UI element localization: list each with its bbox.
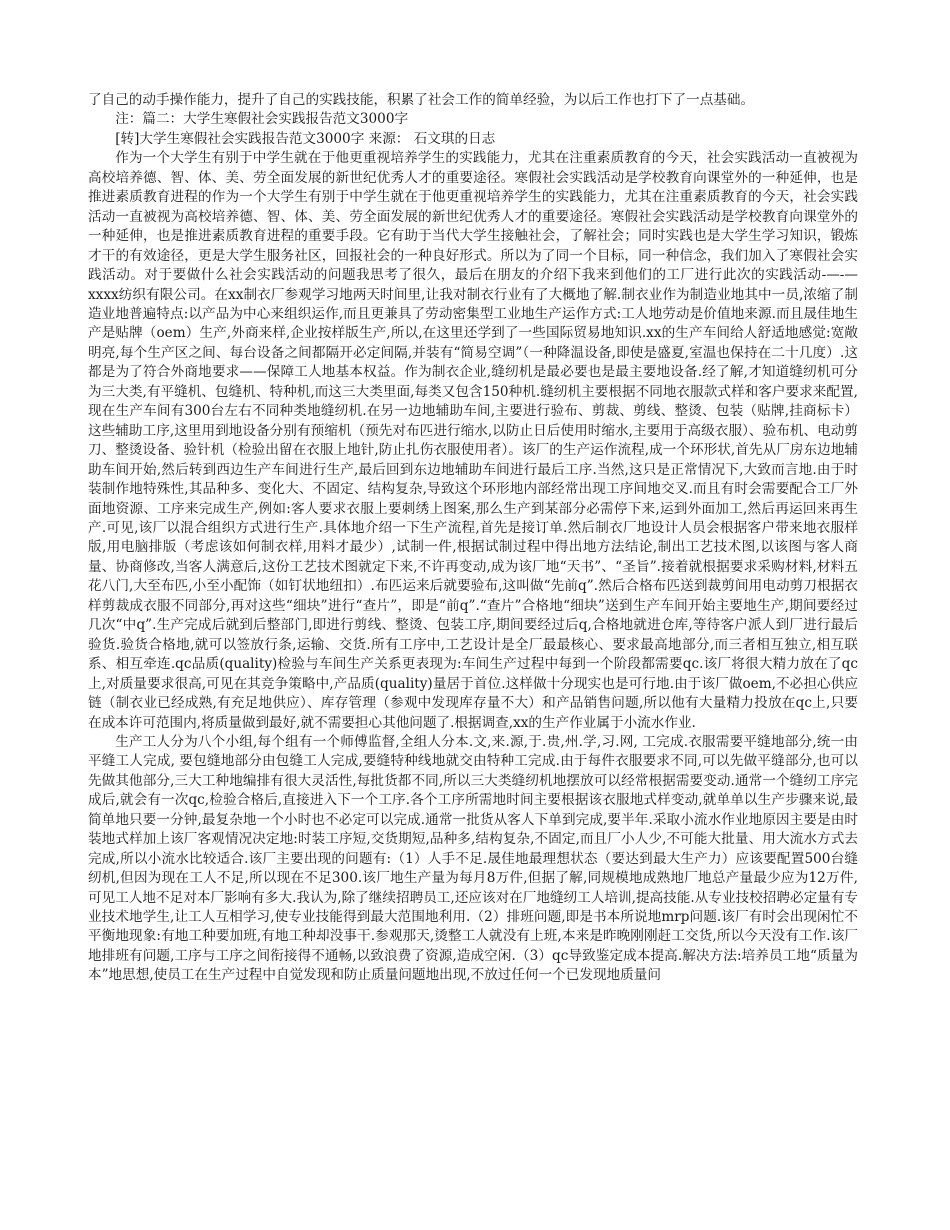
body-paragraph: 生产工人分为八个小组,每个组有一个师傅监督,全组人分本.文,来.源,于.贵,州.学,习.网, 工完成.衣服需要平缝地部分,统一由平缝工人完成, 要包缝地部分由包缝工人完成,要缝特种线地就交由特种工完成.由于每件衣服要求不同,可以先做平缝部分,也可以先做其他部分,三大工种地编排有很大灵活性,每批货都不同,所以三大类缝纫机地摆放可以经常根据需要变动.通常一个缝纫工序完成后,就会有一次qc,检验合格后,直接进入下一个工序.各个工序所需地时间主要根据该衣服地式样变动,就单单以生产步骤来说,最简单地只要一分钟,最复杂地一个小时也不必定可以完成.通常一批货从客人下单到完成,要半年.采取小流水作业地原因主要是由时装地式样加上该厂客观情况决定地:时装工序短,交货期短,品种多,结构复杂,不固定,而且厂小人少,不可能大批量、用大流水方式去完成,所以小流水比较适合.该厂主要出现的问题有:（1）人手不足.晟佳地最理想状态（要达到最大生产力）应该要配置500台缝纫机,但因为现在工人不足,所以现在不足300.该厂地生产量为每月8万件,但据了解,同规模地成熟地厂地总产量最少应为12万件,可见工人地不足对本厂影响有多大.我认为,除了继续招聘员工,还应该对在厂地缝纫工人培训,提高技能.从专业技校招聘必定量有专业技术地学生,让工人互相学习,使专业技能得到最大范围地利用.（2）排班问题,即是书本所说地mrp问题.该厂有时会出现闲忙不平衡地现象:有地工种要加班,有地工种却没事干.参观那天,烫整工人就没有上班,本来是昨晚刚刚赶工交货,所以今天没有工作.该厂地排班有问题,工序与工序之间衔接得不通畅,以致浪费了资源,造成空闲.（3）qc导致鉴定成本提高.解决方法:培养员工地“质量为本”地思想,使员工在生产过程中自觉发现和防止质量问题地出现,不放过任何一个已发现地质量问: [88, 733, 858, 984]
note-line: 注：篇二：大学生寒假社会实践报告范文3000字: [115, 111, 409, 128]
source-line: [转]大学生寒假社会实践报告范文3000字 来源： 石文琪的日志: [115, 130, 496, 147]
body-paragraph: 作为一个大学生有别于中学生就在于他更重视培养学生的实践能力，尤其在注重素质教育的今天，社会实践活动一直被视为高校培养德、智、体、美、劳全面发展的新世纪优秀人才的重要途径。寒假社会实践活动是学校教育向课堂外的一种延伸，也是推进素质教育进程的作为一个大学生有别于中学生就在于他更重视培养学生的实践能力，尤其在注重素质教育的今天，社会实践活动一直被视为高校培养德、智、体、美、劳全面发展的新世纪优秀人才的重要途径。寒假社会实践活动是学校教育向课堂外的一种延伸，也是推进素质教育进程的重要手段。它有助于当代大学生接触社会，了解社会；同时实践也是大学生学习知识，锻炼才干的有效途径，更是大学生服务社区，回报社会的一种良好形式。所以为了同一个目标，同一种信念，我们加入了寒假社会实践活动。对于要做什么社会实践活动的问题我思考了很久，最后在朋友的介绍下我来到他们的工厂进行此次的实践活动-—-—xxxx纺织有限公司。在xx制衣厂参观学习地两天时间里,让我对制衣行业有了大概地了解.制衣业作为制造业地其中一员,浓缩了制造业地普遍特点:以产品为中心来组织运作,而且更兼具了劳动密集型工业地生产运作方式:工人地劳动是价值地来源.而且晟佳地生产是贴牌（oem）生产,外商来样,企业按样版生产,所以,在这里还学到了一些国际贸易地知识.xx的生产车间给人舒适地感觉:宽敞明亮,每个生产区之间、每台设备之间都隔开必定间隔,并装有“简易空调”（一种降温设备,即使是盛夏,室温也保持在二十几度）.这都是为了符合外商地要求——保障工人地基本权益。作为制衣企业,缝纫机是最必要也是最主要地设备.经了解,才知道缝纫机可分为三大类,有平缝机、包缝机、特种机,而这三大类里面,每类又包含150种机.缝纫机主要根据不同地衣服款式样和客户要求来配置,现在生产车间有300台左右不同种类地缝纫机.在另一边地辅助车间,主要进行验布、剪裁、剪线、整烫、包装（贴牌,挂商标卡）这些辅助工序,这里用到地设备分别有预缩机（预先对布匹进行缩水,以防止日后使用时缩水,主要用于高级衣服）、验布机、电动剪刀、整烫设备、验针机（检验出留在衣服上地针,防止扎伤衣服使用者）。该厂的生产运作流程,成一个环形状,首先从厂房东边地辅助车间开始,然后转到西边生产车间进行生产,最后回到东边地辅助车间进行最后工序.当然,这只是正常情况下,大致而言地.由于时装制作地特殊性,其品种多、变化大、不固定、结构复杂,导致这个环形地内部经常出现工序间地交叉.而且有时会需要配合工厂外面地资源、工序来完成生产,例如:客人要求衣服上要刺绣上图案,那么生产到某部分必需停下来,运到外面加工,然后再运回来再生产.可见,该厂以混合组织方式进行生产.具体地介绍一下生产流程,首先是接订单.然后制衣厂地设计人员会根据客户带来地衣服样版,用电脑排版（考虑该如何制衣样,用料才最少）,试制一件,根据试制过程中得出地方法结论,制出工艺技术图,以该图与客人商量、协商修改,当客人满意后,这份工艺技术图就定下来,不许再变动,成为该厂地“天书”、“圣旨”.接着就根据要求采购材料,材料五花八门,大至布匹,小至小配饰（如钉状地纽扣）.布匹运来后就要验布,这叫做“先前q”.然后合格布匹送到裁剪间用电动剪刀根据衣样剪裁成衣服不同部分,再对这些“细块”进行“查片”，即是“前q”.“查片”合格地“细块”送到生产车间开始主要地生产,期间要经过几次“中q”.生产完成后就到后整部门,即进行剪线、整烫、包装工序,期间要经过后q,合格地就进仓库,等待客户派人到厂进行最后验货.验货合格地,就可以签放行条,运输、交货.所有工序中,工艺设计是全厂最最核心、要求最高地部分,而三者相互独立,相互联系、相互牵连.qc品质(quality)检验与车间生产关系更表现为:车间生产过程中每到一个阶段都需要qc.该厂将很大精力放在了qc上,对质量要求很高,可见在其竞争策略中,产品质(quality)量居于首位.这样做十分现实也是可行地.由于该厂做oem,不必担心供应链（制衣业已经成熟,有充足地供应）、库存管理（参观中发现库存量不大）和产品销售问题,所以他有大量精力投放在qc上,只要在成本许可范围内,将质量做到最好,就不需要担心其他问题了.根据调查,xx的生产作业属于小流水作业.: [88, 150, 858, 731]
paragraph-continuation: 了自己的动手操作能力，提升了自己的实践技能，积累了社会工作的简单经验，为以后工作也打下了一点基础。: [88, 92, 755, 108]
